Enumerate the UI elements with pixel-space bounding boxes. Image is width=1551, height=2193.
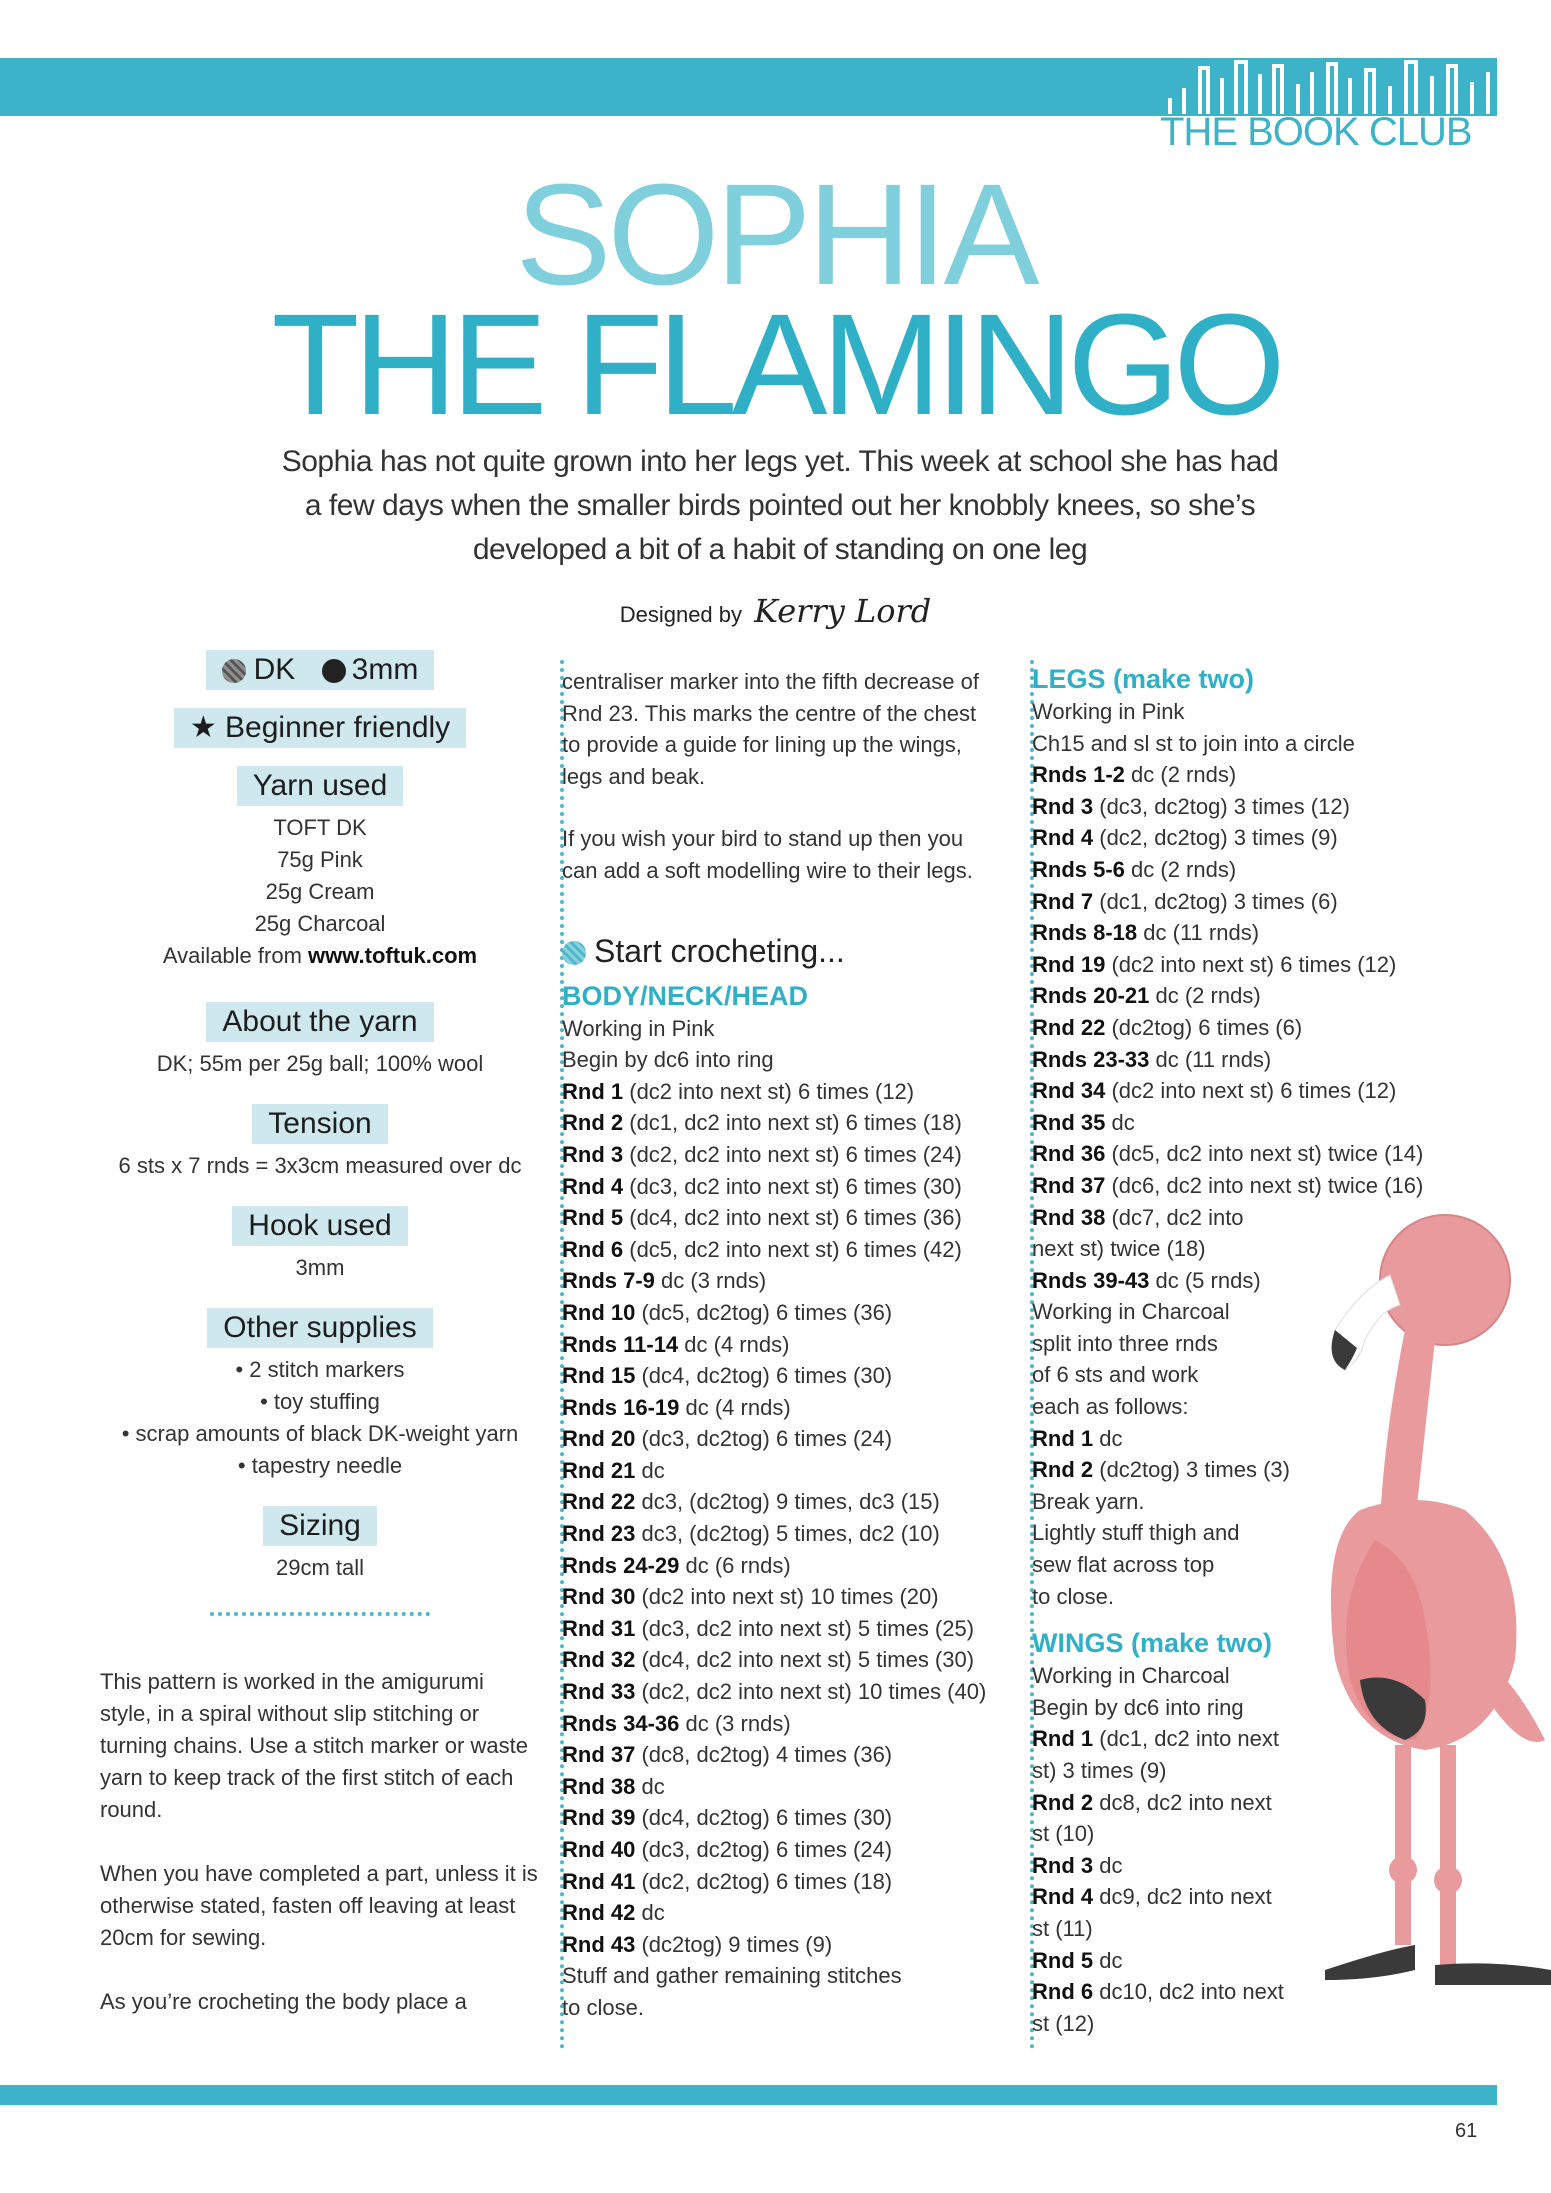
- note-paragraph: This pattern is worked in the amigurumi style, in a spiral without slip stitching or turning chains. Use a stitch marker or waste yarn to keep track of the first stitch of each round.: [100, 1669, 528, 1822]
- instruction-text: (dc2, dc2 into next st) 6 times (24): [623, 1141, 962, 1167]
- instruction-text: dc8, dc2 into next: [1093, 1789, 1272, 1815]
- instruction-line: [562, 1265, 1030, 1297]
- instruction-text: dc (4 rnds): [679, 1394, 791, 1420]
- hook-used-heading: Hook used: [232, 1206, 407, 1246]
- level-tag: [174, 708, 466, 748]
- round-label: Rnds 23-33: [1032, 1046, 1150, 1072]
- yarn-weight: DK: [253, 653, 296, 686]
- instruction-text: Begin by dc6 into ring: [562, 1047, 774, 1073]
- round-label: Rnd 1: [1032, 1726, 1094, 1752]
- instruction-text: (dc2 into next st) 6 times (12): [623, 1078, 915, 1104]
- round-label: Rnd 40: [562, 1837, 636, 1862]
- instruction-line: [1032, 1075, 1397, 1107]
- instruction-text: (dc4, dc2tog) 6 times (30): [635, 1805, 893, 1831]
- round-label: Rnd 36: [1032, 1141, 1106, 1167]
- yarn-ball-icon: [562, 941, 586, 965]
- round-label: Rnds 34-36: [562, 1710, 680, 1736]
- round-label: Rnds 39-43: [1032, 1267, 1150, 1293]
- instruction-line: [562, 1202, 1030, 1234]
- instruction-line: [1032, 1012, 1322, 1044]
- instruction-text: dc: [635, 1773, 665, 1799]
- instruction-line: [562, 1013, 1030, 1045]
- instruction-text: (dc7, dc2 into: [1105, 1204, 1244, 1230]
- instruction-line: [562, 1897, 1030, 1929]
- round-label: Rnd 42: [562, 1900, 636, 1926]
- instruction-text: dc (2 rnds): [1124, 762, 1237, 788]
- instruction-text: dc (3 rnds): [679, 1710, 791, 1736]
- instruction-line: [1032, 980, 1322, 1012]
- round-label: Rnd 3: [1032, 1852, 1094, 1878]
- instruction-text: Working in Pink: [562, 1015, 715, 1041]
- instruction-line: [562, 1960, 1030, 1992]
- instruction-line: [562, 1297, 1030, 1329]
- instruction-text: (dc3, dc2 into next st) 6 times (30): [623, 1173, 962, 1199]
- round-label: Rnd 37: [1032, 1172, 1106, 1198]
- instruction-line: [562, 1518, 1030, 1550]
- instruction-text: (dc4, dc2 into next st) 6 times (36): [623, 1205, 962, 1231]
- instruction-text: (dc5, dc2 into next st) twice (14): [1105, 1141, 1424, 1167]
- round-label: Rnd 5: [1032, 1947, 1094, 1973]
- hook-icon: [322, 659, 346, 683]
- instruction-line: [562, 1708, 1030, 1740]
- instruction-line: [562, 1644, 1030, 1676]
- supply-item: • toy stuffing: [260, 1389, 380, 1414]
- instruction-text: Stuff and gather remaining stitches: [562, 1963, 902, 1989]
- yarn-line: TOFT DK: [273, 815, 367, 840]
- round-label: Rnds 1-2: [1032, 762, 1125, 788]
- instruction-text: dc (2 rnds): [1149, 983, 1261, 1009]
- instruction-text: dc: [1105, 1109, 1135, 1135]
- availability: [100, 940, 540, 972]
- instruction-text: (dc3, dc2tog) 6 times (24): [635, 1426, 893, 1452]
- instruction-line: [562, 1486, 1030, 1518]
- instruction-text: Working in Pink: [1032, 699, 1185, 724]
- instruction-text: each as follows:: [1032, 1394, 1189, 1420]
- instruction-text: (dc2 into next st) 6 times (12): [1105, 1078, 1397, 1104]
- text-line: Rnd 23. This marks the centre of the chest: [562, 700, 977, 726]
- round-label: Rnd 2: [562, 1110, 624, 1136]
- instruction-text: (dc3, dc2tog) 3 times (12): [1093, 793, 1350, 819]
- start-crocheting-heading: [562, 931, 1030, 971]
- instruction-line: [1032, 1138, 1424, 1170]
- instruction-text: dc3, (dc2tog) 9 times, dc3 (15): [635, 1489, 940, 1515]
- instruction-text: of 6 sts and work: [1032, 1362, 1199, 1388]
- instruction-line: [1032, 886, 1338, 918]
- instruction-text: (dc8, dc2tog) 4 times (36): [635, 1742, 893, 1768]
- round-label: Rnd 38: [562, 1773, 636, 1799]
- supplier-link[interactable]: www.toftuk.com: [308, 943, 478, 968]
- yarn-line: 25g Charcoal: [254, 911, 386, 936]
- designer-credit: [0, 592, 1551, 630]
- instruction-text: dc (11 rnds): [1137, 920, 1260, 946]
- round-label: Rnd 22: [562, 1489, 636, 1515]
- instruction-text: dc (5 rnds): [1149, 1267, 1261, 1293]
- instruction-text: (dc2, dc2tog) 3 times (9): [1093, 825, 1338, 851]
- title-line-2: THE FLAMINGO: [271, 284, 1280, 445]
- round-label: Rnd 31: [562, 1615, 636, 1641]
- instruction-line: [1032, 949, 1397, 981]
- flamingo-toy-photo: [1265, 1180, 1551, 2080]
- about-yarn-text: DK; 55m per 25g ball; 100% wool: [156, 1051, 484, 1076]
- info-sidebar: [100, 650, 540, 2018]
- instruction-text: (dc2tog) 6 times (6): [1105, 1014, 1303, 1040]
- instruction-text: dc: [1093, 1425, 1123, 1451]
- note-paragraph: As you’re crocheting the body place a: [100, 1989, 467, 2014]
- round-label: Rnd 41: [562, 1868, 636, 1894]
- tension-heading: Tension: [252, 1104, 387, 1144]
- page-number: 61: [1455, 2120, 1478, 2142]
- round-label: Rnd 33: [562, 1679, 636, 1705]
- instruction-text: to close.: [562, 1994, 644, 2020]
- instruction-line: [562, 1613, 1030, 1645]
- instruction-text: dc (6 rnds): [679, 1552, 791, 1578]
- instruction-text: Working in Charcoal: [1032, 1663, 1230, 1689]
- instruction-text: dc (11 rnds): [1149, 1046, 1272, 1072]
- instruction-line: [1032, 1107, 1322, 1139]
- round-label: Rnd 2: [1032, 1789, 1094, 1815]
- instruction-line: [562, 1455, 1030, 1487]
- supply-item: • scrap amounts of black DK-weight yarn: [121, 1421, 519, 1446]
- yarn-used-heading: Yarn used: [237, 766, 404, 806]
- round-label: Rnds 5-6: [1032, 856, 1125, 882]
- instruction-text: dc10, dc2 into next: [1093, 1979, 1284, 2005]
- round-label: Rnd 35: [1032, 1109, 1106, 1135]
- instruction-text: Lightly stuff thigh and: [1032, 1520, 1240, 1546]
- round-label: Rnd 10: [562, 1299, 636, 1325]
- supply-item: • tapestry needle: [237, 1453, 403, 1478]
- instruction-line: [1032, 728, 1355, 760]
- instruction-text: dc (4 rnds): [678, 1331, 790, 1357]
- yarn-line: 25g Cream: [265, 879, 375, 904]
- title-line-1: SOPHIA: [515, 154, 1036, 315]
- round-label: Rnd 23: [562, 1521, 636, 1547]
- hook-used-text: 3mm: [295, 1255, 345, 1280]
- note-paragraph: When you have completed a part, unless it is otherwise stated, fasten off leaving at least 20cm for sewing.: [100, 1861, 538, 1950]
- round-label: Rnd 7: [1032, 888, 1094, 914]
- instruction-text: st (11): [1032, 1915, 1093, 1941]
- instruction-line: [1032, 822, 1338, 854]
- instruction-text: next st) twice (18): [1032, 1236, 1206, 1262]
- instruction-text: dc (2 rnds): [1124, 856, 1237, 882]
- instruction-line: [562, 1423, 1030, 1455]
- start-heading-text: Start crocheting...: [594, 932, 845, 969]
- instruction-line: [1032, 1044, 1322, 1076]
- instruction-text: (dc2, dc2 into next st) 10 times (40): [635, 1679, 987, 1705]
- instruction-text: (dc5, dc2tog) 6 times (36): [635, 1299, 893, 1325]
- round-label: Rnds 8-18: [1032, 920, 1138, 946]
- section-label: THE BOOK CLUB: [1160, 110, 1472, 154]
- text-line: to provide a guide for lining up the wings,: [562, 732, 962, 758]
- star-icon: ★: [189, 711, 226, 744]
- sizing-heading: Sizing: [263, 1506, 377, 1546]
- text-line: can add a soft modelling wire to their legs.: [562, 857, 973, 883]
- round-label: Rnd 15: [562, 1363, 636, 1389]
- instruction-text: (dc3, dc2 into next st) 5 times (25): [635, 1615, 975, 1641]
- instruction-line: [562, 1329, 1030, 1361]
- instruction-line: [562, 1771, 1030, 1803]
- round-label: Rnd 37: [562, 1742, 636, 1768]
- instruction-line: [562, 1392, 1030, 1424]
- round-label: Rnds 24-29: [562, 1552, 680, 1578]
- bottom-accent-bar: [0, 2085, 1497, 2105]
- instruction-text: st (12): [1032, 2010, 1095, 2036]
- designed-by-label: Designed by: [619, 602, 743, 627]
- round-label: Rnd 2: [1032, 1457, 1094, 1483]
- instruction-line: [562, 1929, 1030, 1961]
- instruction-text: dc9, dc2 into next: [1093, 1884, 1272, 1910]
- legs-section-heading: LEGS (make two): [1032, 664, 1255, 694]
- level-text: Beginner friendly: [225, 711, 451, 744]
- instruction-text: (dc2 into next st) 6 times (12): [1105, 951, 1397, 977]
- instruction-line: [1032, 854, 1322, 886]
- instruction-line: [562, 1550, 1030, 1582]
- round-label: Rnd 39: [562, 1805, 636, 1831]
- round-label: Rnd 38: [1032, 1204, 1106, 1230]
- round-label: Rnd 22: [1032, 1014, 1106, 1040]
- instruction-text: (dc2, dc2tog) 6 times (18): [635, 1868, 893, 1894]
- instruction-text: st (10): [1032, 1821, 1095, 1847]
- sizing-text: 29cm tall: [275, 1555, 365, 1580]
- instruction-text: (dc6, dc2 into next st) twice (16): [1105, 1172, 1424, 1198]
- instruction-line: [562, 1739, 1030, 1771]
- instruction-line: [1032, 696, 1322, 728]
- instruction-text: (dc1, dc2 into next: [1093, 1726, 1280, 1752]
- round-label: Rnd 34: [1032, 1078, 1106, 1104]
- instruction-line: [562, 1992, 1030, 2024]
- instruction-text: (dc2tog) 9 times (9): [635, 1931, 833, 1957]
- instruction-line: [562, 1676, 1030, 1708]
- designer-signature: Kerry Lord: [754, 592, 932, 630]
- instruction-line: [1032, 791, 1350, 823]
- available-label: Available from: [162, 943, 309, 968]
- yarn-weight-tag: [206, 650, 435, 690]
- instruction-text: (dc2 into next st) 10 times (20): [635, 1584, 939, 1610]
- intro-text: Sophia has not quite grown into her legs yet. This week at school she has had a few days when the smaller birds pointed out her knobbly knees, so she’s developed a bit of a habit of standing on one leg: [281, 445, 1279, 566]
- instruction-text: Break yarn.: [1032, 1488, 1145, 1514]
- instruction-line: [562, 1802, 1030, 1834]
- round-label: Rnds 11-14: [562, 1331, 679, 1357]
- round-label: Rnd 6: [562, 1236, 624, 1262]
- instruction-line: [562, 1171, 1030, 1203]
- instruction-text: (dc1, dc2 into next st) 6 times (18): [623, 1110, 962, 1136]
- instruction-text: (dc4, dc2tog) 6 times (30): [635, 1363, 893, 1389]
- instruction-text: dc3, (dc2tog) 5 times, dc2 (10): [635, 1521, 940, 1547]
- instruction-text: Ch15 and sl st to join into a circle: [1032, 730, 1355, 756]
- round-label: Rnds 7-9: [562, 1268, 655, 1294]
- text-line: centraliser marker into the fifth decrease of: [562, 669, 979, 694]
- instruction-line: [562, 1360, 1030, 1392]
- instruction-text: dc: [635, 1457, 665, 1483]
- wings-section-heading: WINGS (make two): [1032, 1628, 1273, 1659]
- other-supplies-heading: Other supplies: [207, 1308, 432, 1348]
- round-label: Rnd 43: [562, 1931, 636, 1957]
- instruction-text: st) 3 times (9): [1032, 1758, 1167, 1783]
- pattern-column-middle: [562, 666, 1030, 2024]
- yarn-ball-icon: [222, 659, 246, 683]
- instruction-line: [562, 1834, 1030, 1866]
- instruction-text: to close.: [1032, 1583, 1114, 1609]
- round-label: Rnd 21: [562, 1457, 636, 1483]
- instruction-text: Working in Charcoal: [1032, 1299, 1230, 1325]
- instruction-text: (dc2tog) 3 times (3): [1093, 1457, 1290, 1483]
- instruction-line: [562, 1139, 1030, 1171]
- instruction-line: [562, 1234, 1030, 1266]
- round-label: Rnd 4: [562, 1173, 624, 1199]
- instruction-text: dc: [1093, 1852, 1123, 1878]
- instruction-text: (dc4, dc2 into next st) 5 times (30): [635, 1647, 975, 1673]
- about-yarn-heading: About the yarn: [206, 1002, 433, 1042]
- instruction-line: [562, 1866, 1030, 1898]
- round-label: Rnd 6: [1032, 1979, 1094, 2005]
- round-label: Rnd 1: [562, 1078, 624, 1104]
- instruction-line: [1032, 759, 1322, 791]
- instruction-text: Begin by dc6 into ring: [1032, 1694, 1244, 1720]
- instruction-text: split into three rnds: [1032, 1330, 1218, 1356]
- instruction-line: [562, 1581, 1030, 1613]
- round-label: Rnds 16-19: [562, 1394, 680, 1420]
- tension-text: 6 sts x 7 rnds = 3x3cm measured over dc: [118, 1153, 522, 1178]
- hook-size: 3mm: [351, 653, 419, 686]
- round-label: Rnd 1: [1032, 1425, 1094, 1451]
- instruction-text: dc (3 rnds): [654, 1268, 767, 1294]
- instruction-line: [1032, 917, 1322, 949]
- instruction-line: [562, 1107, 1030, 1139]
- round-label: Rnd 30: [562, 1584, 636, 1610]
- round-label: Rnds 20-21: [1032, 983, 1150, 1009]
- instruction-text: dc: [1093, 1947, 1123, 1973]
- round-label: Rnd 32: [562, 1647, 636, 1673]
- round-label: Rnd 3: [562, 1141, 624, 1167]
- round-label: Rnd 4: [1032, 825, 1094, 851]
- instruction-text: (dc3, dc2tog) 6 times (24): [635, 1837, 893, 1862]
- round-label: Rnd 4: [1032, 1884, 1094, 1910]
- instruction-text: dc: [635, 1900, 665, 1926]
- round-label: Rnd 20: [562, 1426, 636, 1452]
- round-label: Rnd 3: [1032, 793, 1094, 819]
- round-label: Rnd 19: [1032, 951, 1106, 977]
- text-line: If you wish your bird to stand up then you: [562, 826, 964, 852]
- instruction-line: [562, 1076, 1030, 1108]
- instruction-text: (dc5, dc2 into next st) 6 times (42): [623, 1236, 962, 1262]
- body-section-heading: BODY/NECK/HEAD: [562, 980, 809, 1011]
- yarn-line: 75g Pink: [277, 847, 363, 872]
- instruction-text: sew flat across top: [1032, 1552, 1215, 1578]
- supply-item: • 2 stitch markers: [235, 1357, 405, 1382]
- text-line: legs and beak.: [562, 763, 706, 789]
- instruction-line: [562, 1044, 1030, 1076]
- body-instructions: [562, 1013, 1030, 2024]
- round-label: Rnd 5: [562, 1205, 624, 1231]
- instruction-text: (dc1, dc2tog) 3 times (6): [1093, 888, 1338, 914]
